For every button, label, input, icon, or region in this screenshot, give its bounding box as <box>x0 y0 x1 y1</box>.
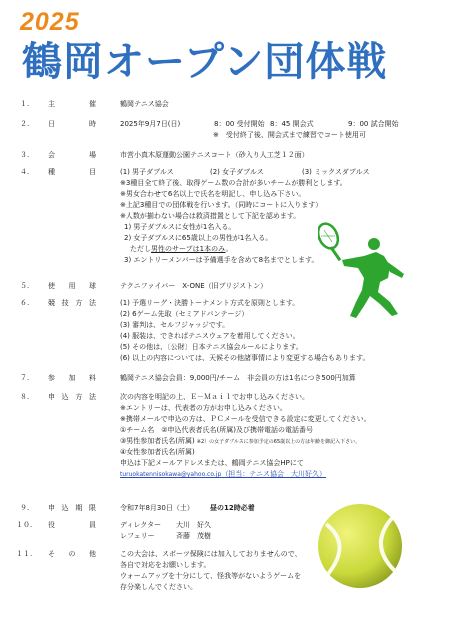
section-label: 競 技 方 法 <box>48 299 96 307</box>
section-label: 種 目 <box>48 168 96 176</box>
deadline-time: 昼の12時必着 <box>210 504 255 512</box>
section-label: 主 催 <box>48 100 96 108</box>
section-label: 役 員 <box>48 521 96 529</box>
section-label: 会 場 <box>48 151 96 159</box>
other-notes: この大会は、スポーツ保険には加入しておりませんので、各自で対応をお願いします。 ウォームアップを十分にして、怪我等がないようゲームを存分楽しんでください。 <box>120 550 302 591</box>
apply-details: 次の内容を明記の上、Ｅ－Ｍａｉｌでお申し込みください。 ※エントリーは、代表者の方がお申し込みください。 ※携帯メールで申込の方は、ＰＣメールを受信できる設定に変更してください。 ①チーム名 ②申込代表者氏名(所属)及び携帯電話の電話番号 ③男性参加者氏名(所属) ※2）の女子ダブルスに参加予定の65歳以上の方は年齢を御記入下さい。 ④女性参加者氏名(所属) 申込は下記メールアドレスまたは、鶴岡テニス協会HPにて turuokatennisokawa@yahoo.co.jp（担当：テニス協会 大川好久） <box>120 393 371 478</box>
contact-note: （担当：テニス協会 大川好久） <box>221 470 327 478</box>
event-year: 2025 <box>20 8 80 36</box>
events-notes: ※3種目全て終了後、取得ゲーム数の合計が多いチームが勝利とします。 ※男女合わせて6名以上で氏名を明記し、申し込み下さい。 ※上記3種目での団体戦を行います。（同時にコートに入ります） ※人数が揃わない場合は救済措置として下記を認めます。 1) 男子ダブルスに女性が1名入る。 2) 女子ダブルスに65歳以上の男性が1名入る。 ただし男性のサーブは1本のみ。 3) エントリーメンバーは予備選手を含めて8名までとします。 <box>120 179 347 264</box>
event-title: 鶴岡オープン団体戦 <box>22 39 388 85</box>
email-link[interactable]: turuokatennisokawa@yahoo.co.jp <box>120 471 222 478</box>
section-label: 申 込 方 法 <box>48 393 96 401</box>
rules-list: (1) 予選リーグ・決勝トーナメント方式を原則とします。 (2) 6ゲーム先取（セミアドバンテージ） (3) 審判は、セルフジャッジです。 (4) 服装は、できればテニスウェアを着用してください。 (5) その他は、〔公財〕日本テニス協会ルールによります。 (6) 以上の内容については、天候その他諸事情により変更する場合もあります。 <box>120 299 370 362</box>
section-label: 日 時 <box>48 120 96 128</box>
section-label: 参 加 料 <box>48 374 96 382</box>
relief-note: ただし男性のサーブは1本のみ。 <box>130 245 233 253</box>
section-label: 使 用 球 <box>48 282 96 290</box>
datetime-note: ※ 受付終了後、開会式まで練習でコート使用可 <box>213 131 366 139</box>
section-label: そ の 他 <box>48 550 96 558</box>
tennis-ball-icon <box>308 500 404 590</box>
section-label: 申 込 期 限 <box>48 504 96 512</box>
